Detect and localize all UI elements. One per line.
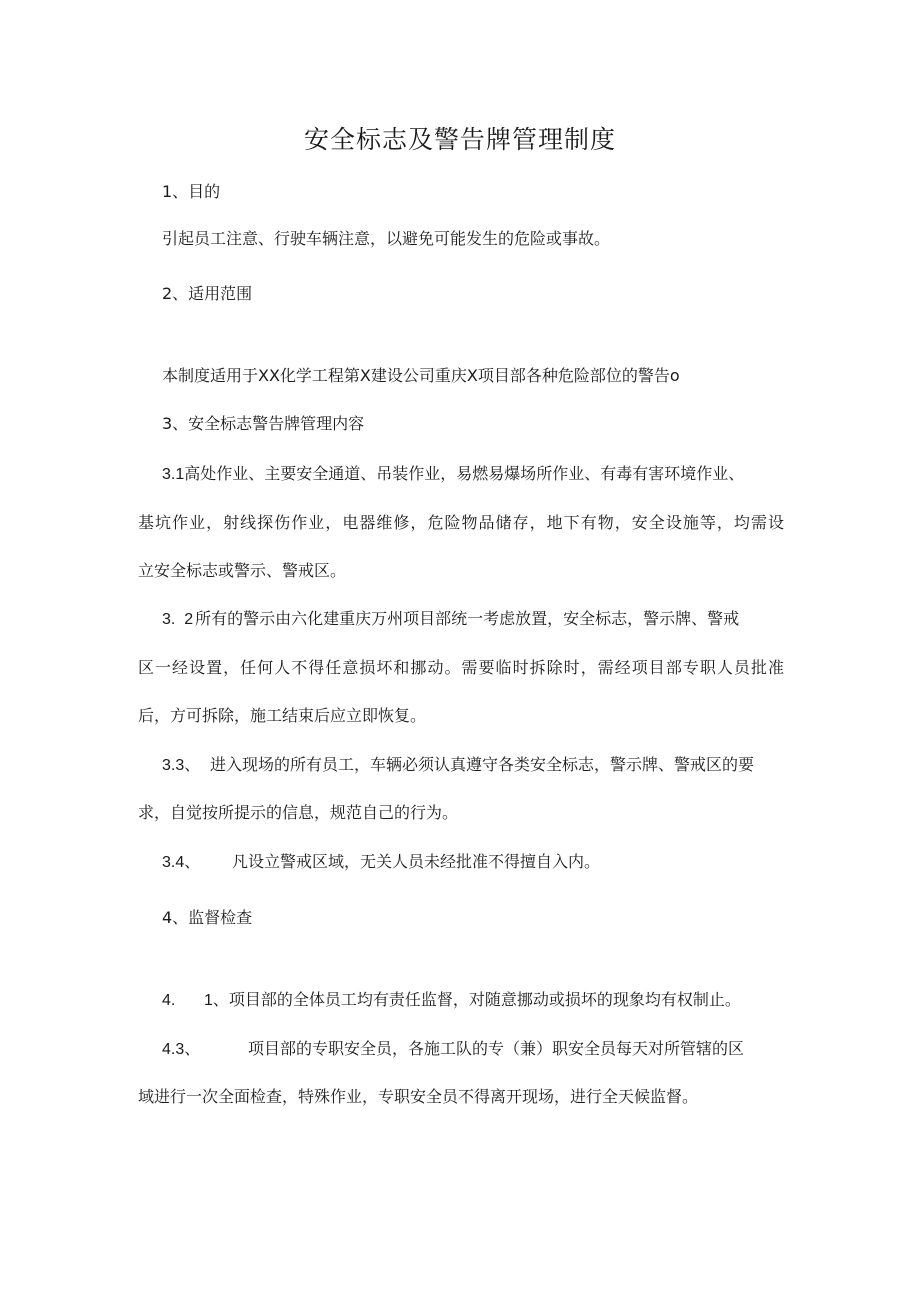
paragraph-3-2-line-1 (162, 607, 739, 632)
paragraph-4-3-line-1 (162, 1037, 744, 1062)
paragraph-4-3-number: 4.3、 (162, 1041, 201, 1058)
paragraph-3-1-number: 3.1 (162, 466, 185, 483)
paragraph-3-3-line-1 (162, 753, 754, 778)
paragraph-3-3-line-2: 求，自觉按所提示的信息，规范自己的行为。 (138, 803, 459, 822)
section-3-heading: 3、安全标志警告牌管理内容 (162, 414, 365, 433)
paragraph-3-3-number: 3.3、 (162, 757, 201, 774)
paragraph-4-1-text: 项目部的全体员工均有责任监督，对随意挪动或损坏的现象均有权制止。 (228, 990, 741, 1009)
paragraph-3-2-line-2: 区一经设置，任何人不得任意损坏和挪动。需要临时拆除时，需经项目部专职人员批准 (138, 658, 784, 677)
paragraph-3-2-text: 所有的警示由六化建重庆万州项目部统一考虑放置，安全标志，警示牌、警戒 (195, 609, 740, 628)
section-1-body: 引起员工注意、行驶车辆注意，以避免可能发生的危险或事故。 (162, 229, 611, 248)
section-1-heading: 1、目的 (162, 182, 221, 201)
paragraph-4-1-subnumber: 1、 (204, 992, 229, 1009)
paragraph-4-1-line-1 (162, 988, 741, 1013)
paragraph-3-2-number: 3. 2 (162, 611, 194, 628)
section-2-heading: 2、适用范围 (162, 284, 253, 303)
paragraph-4-3-text: 项目部的专职安全员，各施工队的专（兼）职安全员每天对所管辖的区 (248, 1039, 745, 1058)
paragraph-3-1-line-3: 立安全标志或警示、警戒区。 (138, 561, 347, 580)
paragraph-3-3-text: 进入现场的所有员工，车辆必须认真遵守各类安全标志，警示牌、警戒区的要 (210, 755, 755, 774)
paragraph-4-1-number: 4. (162, 992, 176, 1009)
paragraph-3-4-line-1 (162, 850, 600, 875)
paragraph-3-1-line-2: 基坑作业，射线探伤作业，电器维修，危险物品储存，地下有物，安全设施等，均需设 (138, 513, 784, 532)
paragraph-3-4-number: 3.4、 (162, 854, 201, 871)
paragraph-4-3-line-2: 域进行一次全面检查，特殊作业，专职安全员不得离开现场，进行全天候监督。 (138, 1087, 699, 1106)
section-2-body: 本制度适用于XX化学工程第X建设公司重庆X项目部各种危险部位的警告o (162, 366, 680, 385)
document-title: 安全标志及警告牌管理制度 (303, 125, 616, 154)
paragraph-3-4-text: 凡设立警戒区域，无关人员未经批准不得擅自入内。 (232, 852, 601, 871)
section-4-heading: 4、监督检查 (162, 908, 253, 927)
paragraph-3-1-line-1 (162, 462, 744, 487)
paragraph-3-2-line-3: 后，方可拆除，施工结束后应立即恢复。 (138, 706, 427, 725)
paragraph-3-1-text: 高处作业、主要安全通道、吊装作业，易燃易爆场所作业、有毒有害环境作业、 (184, 464, 745, 483)
